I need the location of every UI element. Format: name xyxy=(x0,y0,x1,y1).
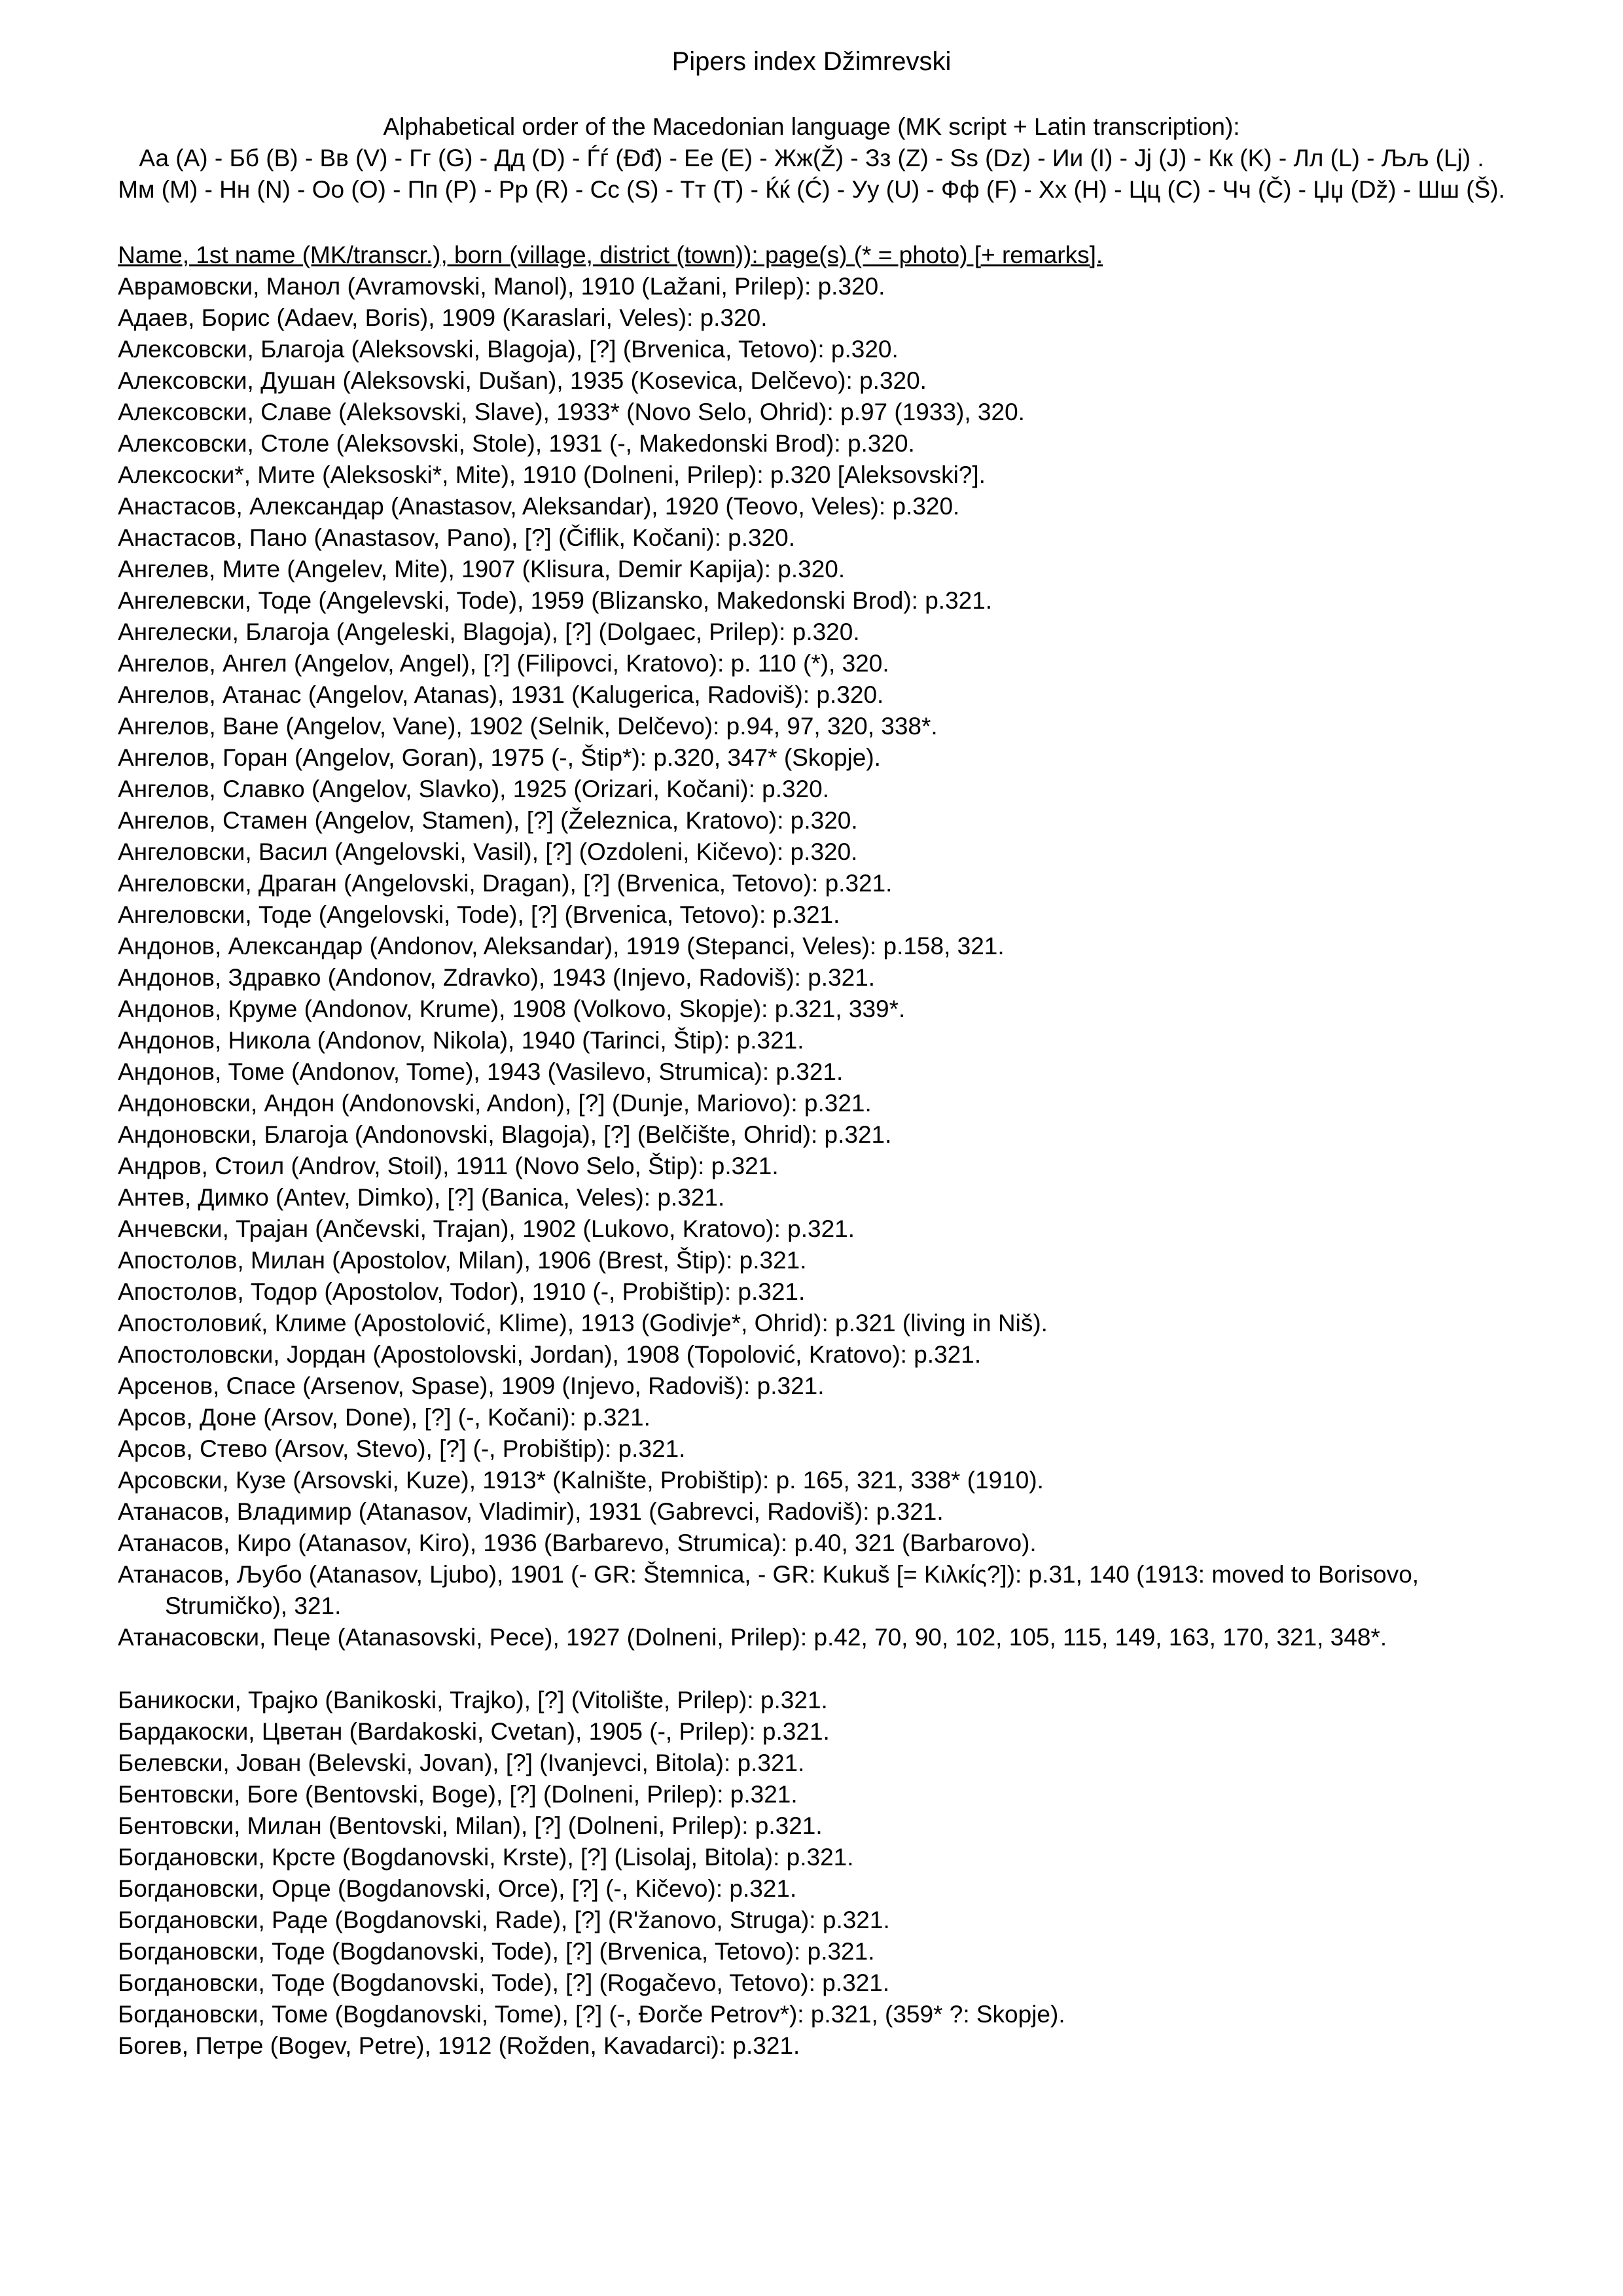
index-entry: Бардакоски, Цветан (Bardakoski, Cvetan), 1905 (-, Prilep): p.321. xyxy=(118,1718,830,1745)
index-entry: Анчевски, Трајан (Ančevski, Trajan), 1902 (Lukovo, Kratovo): p.321. xyxy=(118,1215,855,1242)
index-entry: Андонов, Круме (Andonov, Krume), 1908 (Volkovo, Skopje): p.321, 339*. xyxy=(118,996,906,1022)
index-entry: Андонов, Здравко (Andonov, Zdravko), 1943 (Injevo, Radoviš): p.321. xyxy=(118,964,876,991)
index-entry: Ангелески, Благоја (Angeleski, Blagoja), [?] (Dolgaec, Prilep): p.320. xyxy=(118,619,860,645)
index-entry: Апостоловиќ, Климе (Apostolović, Klime), 1913 (Godivje*, Ohrid): p.321 (living in Niš). xyxy=(118,1310,1048,1336)
alphabet-line-2: Мм (M) - Нн (N) - Оо (O) - Пп (P) - Рр (R) - Сс (S) - Тт (T) - Ќќ (Ć) - Уу (U) - Фф (F) - Хх (H) - Цц (C) - Чч (Č) - Џџ (Dž) - Шш (Š). xyxy=(118,176,1505,203)
index-entry: Богев, Петре (Bogev, Petre), 1912 (Rožden, Kavadarci): p.321. xyxy=(118,2032,800,2059)
index-entry: Атанасов, Љубо (Atanasov, Ljubo), 1901 (- GR: Štemnica, - GR: Kukuš [= Κιλκίς?]): p.31, 140 (1913: moved to Borisovo, Strumičko), 321. xyxy=(118,1561,1419,1619)
index-entry: Андоновски, Благоја (Andonovski, Blagoja), [?] (Belčište, Ohrid): p.321. xyxy=(118,1121,892,1148)
index-entry: Атанасов, Киро (Atanasov, Kiro), 1936 (Barbarevo, Strumica): p.40, 321 (Barbarovo). xyxy=(118,1530,1037,1556)
index-entry: Богдановски, Тоде (Bogdanovski, Tode), [?] (Brvenica, Tetovo): p.321. xyxy=(118,1938,875,1965)
index-entry: Ангелов, Ване (Angelov, Vane), 1902 (Selnik, Delčevo): p.94, 97, 320, 338*. xyxy=(118,713,938,740)
index-entry: Богдановски, Орце (Bogdanovski, Orce), [?] (-, Kičevo): p.321. xyxy=(118,1875,797,1902)
index-entry: Белевски, Јован (Belevski, Jovan), [?] (Ivanjevci, Bitola): p.321. xyxy=(118,1749,805,1776)
index-entry: Алексовски, Столе (Aleksovski, Stole), 1931 (-, Makedonski Brod): p.320. xyxy=(118,430,915,457)
index-entry: Андонов, Томе (Andonov, Tome), 1943 (Vasilevo, Strumica): p.321. xyxy=(118,1058,844,1085)
index-entry: Богдановски, Раде (Bogdanovski, Rade), [?] (R'žanovo, Struga): p.321. xyxy=(118,1907,890,1933)
index-entry: Арсов, Доне (Arsov, Done), [?] (-, Kočani): p.321. xyxy=(118,1404,651,1431)
index-entry: Алексоски*, Мите (Aleksoski*, Mite), 1910 (Dolneni, Prilep): p.320 [Aleksovski?]. xyxy=(118,461,986,488)
index-entry: Андонов, Александар (Andonov, Aleksandar), 1919 (Stepanci, Veles): p.158, 321. xyxy=(118,933,1005,960)
index-entry: Бентовски, Боге (Bentovski, Boge), [?] (Dolneni, Prilep): p.321. xyxy=(118,1781,798,1808)
index-entry: Богдановски, Тоде (Bogdanovski, Tode), [?] (Rogačevo, Tetovo): p.321. xyxy=(118,1969,890,1996)
index-entry: Арсовски, Кузе (Arsovski, Kuze), 1913* (Kalnište, Probištip): p. 165, 321, 338* (1910). xyxy=(118,1467,1044,1494)
index-entry: Андонов, Никола (Andonov, Nikola), 1940 (Tarinci, Štip): p.321. xyxy=(118,1027,804,1054)
index-entry: Бентовски, Милан (Bentovski, Milan), [?] (Dolneni, Prilep): p.321. xyxy=(118,1812,823,1839)
column-header: Name, 1st name (MK/transcr.), born (village, district (town)): page(s) (* = photo) [+ remarks]. xyxy=(118,242,1103,268)
index-entry: Адаев, Борис (Adaev, Boris), 1909 (Karaslari, Veles): p.320. xyxy=(118,304,768,331)
index-entry: Ангеловски, Драган (Angelovski, Dragan), [?] (Brvenica, Tetovo): p.321. xyxy=(118,870,893,897)
index-entry: Ангелев, Мите (Angelev, Mite), 1907 (Klisura, Demir Kapija): p.320. xyxy=(118,556,846,583)
index-entry: Ангелов, Горан (Angelov, Goran), 1975 (-, Štip*): p.320, 347* (Skopje). xyxy=(118,744,881,771)
group-spacer xyxy=(118,1653,1505,1685)
index-entry: Андров, Стоил (Androv, Stoil), 1911 (Novo Selo, Štip): p.321. xyxy=(118,1153,779,1179)
page-title: Pipers index Džimrevski xyxy=(671,47,952,76)
alphabet-section xyxy=(0,111,1623,206)
alphabet-heading: Alphabetical order of the Macedonian language (MK script + Latin transcription): xyxy=(383,113,1240,140)
index-entry: Ангеловски, Тоде (Angelovski, Tode), [?] (Brvenica, Tetovo): p.321. xyxy=(118,901,840,928)
index-entry: Богдановски, Томе (Bogdanovski, Tome), [?] (-, Đorče Petrov*): p.321, (359* ?: Skopje). xyxy=(118,2001,1065,2028)
index-entry: Андоновски, Андон (Andonovski, Andon), [?] (Dunje, Mariovo): p.321. xyxy=(118,1090,872,1117)
index-entry: Арсов, Стево (Arsov, Stevo), [?] (-, Probištip): p.321. xyxy=(118,1435,686,1462)
index-entry: Алексовски, Славе (Aleksovski, Slave), 1933* (Novo Selo, Ohrid): p.97 (1933), 320. xyxy=(118,399,1025,425)
index-entry: Апостолов, Тодор (Apostolov, Todor), 1910 (-, Probištip): p.321. xyxy=(118,1278,806,1305)
alphabet-line-1: Аа (A) - Бб (B) - Вв (V) - Гг (G) - Дд (D) - Ѓѓ (Đđ) - Ее (E) - Жж(Ž) - Зз (Z) - Ss (Dz) - Ии (I) - Јј (J) - Кк (K) - Лл (L) - Љљ (Lj) . xyxy=(139,145,1484,171)
index-entry: Арсенов, Спасе (Arsenov, Spase), 1909 (Injevo, Radoviš): p.321. xyxy=(118,1372,825,1399)
index-entry: Антев, Димко (Antev, Dimko), [?] (Banica, Veles): p.321. xyxy=(118,1184,725,1211)
index-entry: Анастасов, Александар (Anastasov, Aleksandar), 1920 (Teovo, Veles): p.320. xyxy=(118,493,960,520)
index-entry: Алексовски, Душан (Aleksovski, Dušan), 1935 (Kosevica, Delčevo): p.320. xyxy=(118,367,927,394)
index-entry: Алексовски, Благоја (Aleksovski, Blagoja), [?] (Brvenica, Tetovo): p.320. xyxy=(118,336,899,363)
index-entry: Анастасов, Пано (Anastasov, Pano), [?] (Čiflik, Kočani): p.320. xyxy=(118,524,796,551)
index-list xyxy=(118,240,1505,2062)
index-entry: Ангеловски, Васил (Angelovski, Vasil), [?] (Ozdoleni, Kičevo): p.320. xyxy=(118,838,858,865)
index-entry: Апостолов, Милан (Apostolov, Milan), 1906 (Brest, Štip): p.321. xyxy=(118,1247,807,1274)
index-entry: Ангелов, Стамен (Angelov, Stamen), [?] (Železnica, Kratovo): p.320. xyxy=(118,807,858,834)
index-entry: Баникоски, Трајко (Banikoski, Trajko), [?] (Vitolište, Prilep): p.321. xyxy=(118,1687,828,1713)
index-entry: Ангелевски, Тоде (Angelevski, Tode), 1959 (Blizansko, Makedonski Brod): p.321. xyxy=(118,587,993,614)
index-entry: Аврамовски, Манол (Avramovski, Manol), 1910 (Lažani, Prilep): p.320. xyxy=(118,273,885,300)
index-entry: Ангелов, Ангел (Angelov, Angel), [?] (Filipovci, Kratovo): p. 110 (*), 320. xyxy=(118,650,889,677)
index-entry: Богдановски, Крсте (Bogdanovski, Krste), [?] (Lisolaj, Bitola): p.321. xyxy=(118,1844,854,1871)
index-entry: Ангелов, Славко (Angelov, Slavko), 1925 (Orizari, Kočani): p.320. xyxy=(118,776,830,802)
index-entry: Атанасов, Владимир (Atanasov, Vladimir), 1931 (Gabrevci, Radoviš): p.321. xyxy=(118,1498,944,1525)
index-entry: Апостоловски, Јордан (Apostolovski, Jordan), 1908 (Topolović, Kratovo): p.321. xyxy=(118,1341,982,1368)
index-entry: Атанасовски, Пеце (Atanasovski, Pece), 1927 (Dolneni, Prilep): p.42, 70, 90, 102, 105, 115, 149, 163, 170, 321, 348*. xyxy=(118,1624,1387,1651)
index-entry: Ангелов, Атанас (Angelov, Atanas), 1931 (Kalugerica, Radoviš): p.320. xyxy=(118,681,884,708)
